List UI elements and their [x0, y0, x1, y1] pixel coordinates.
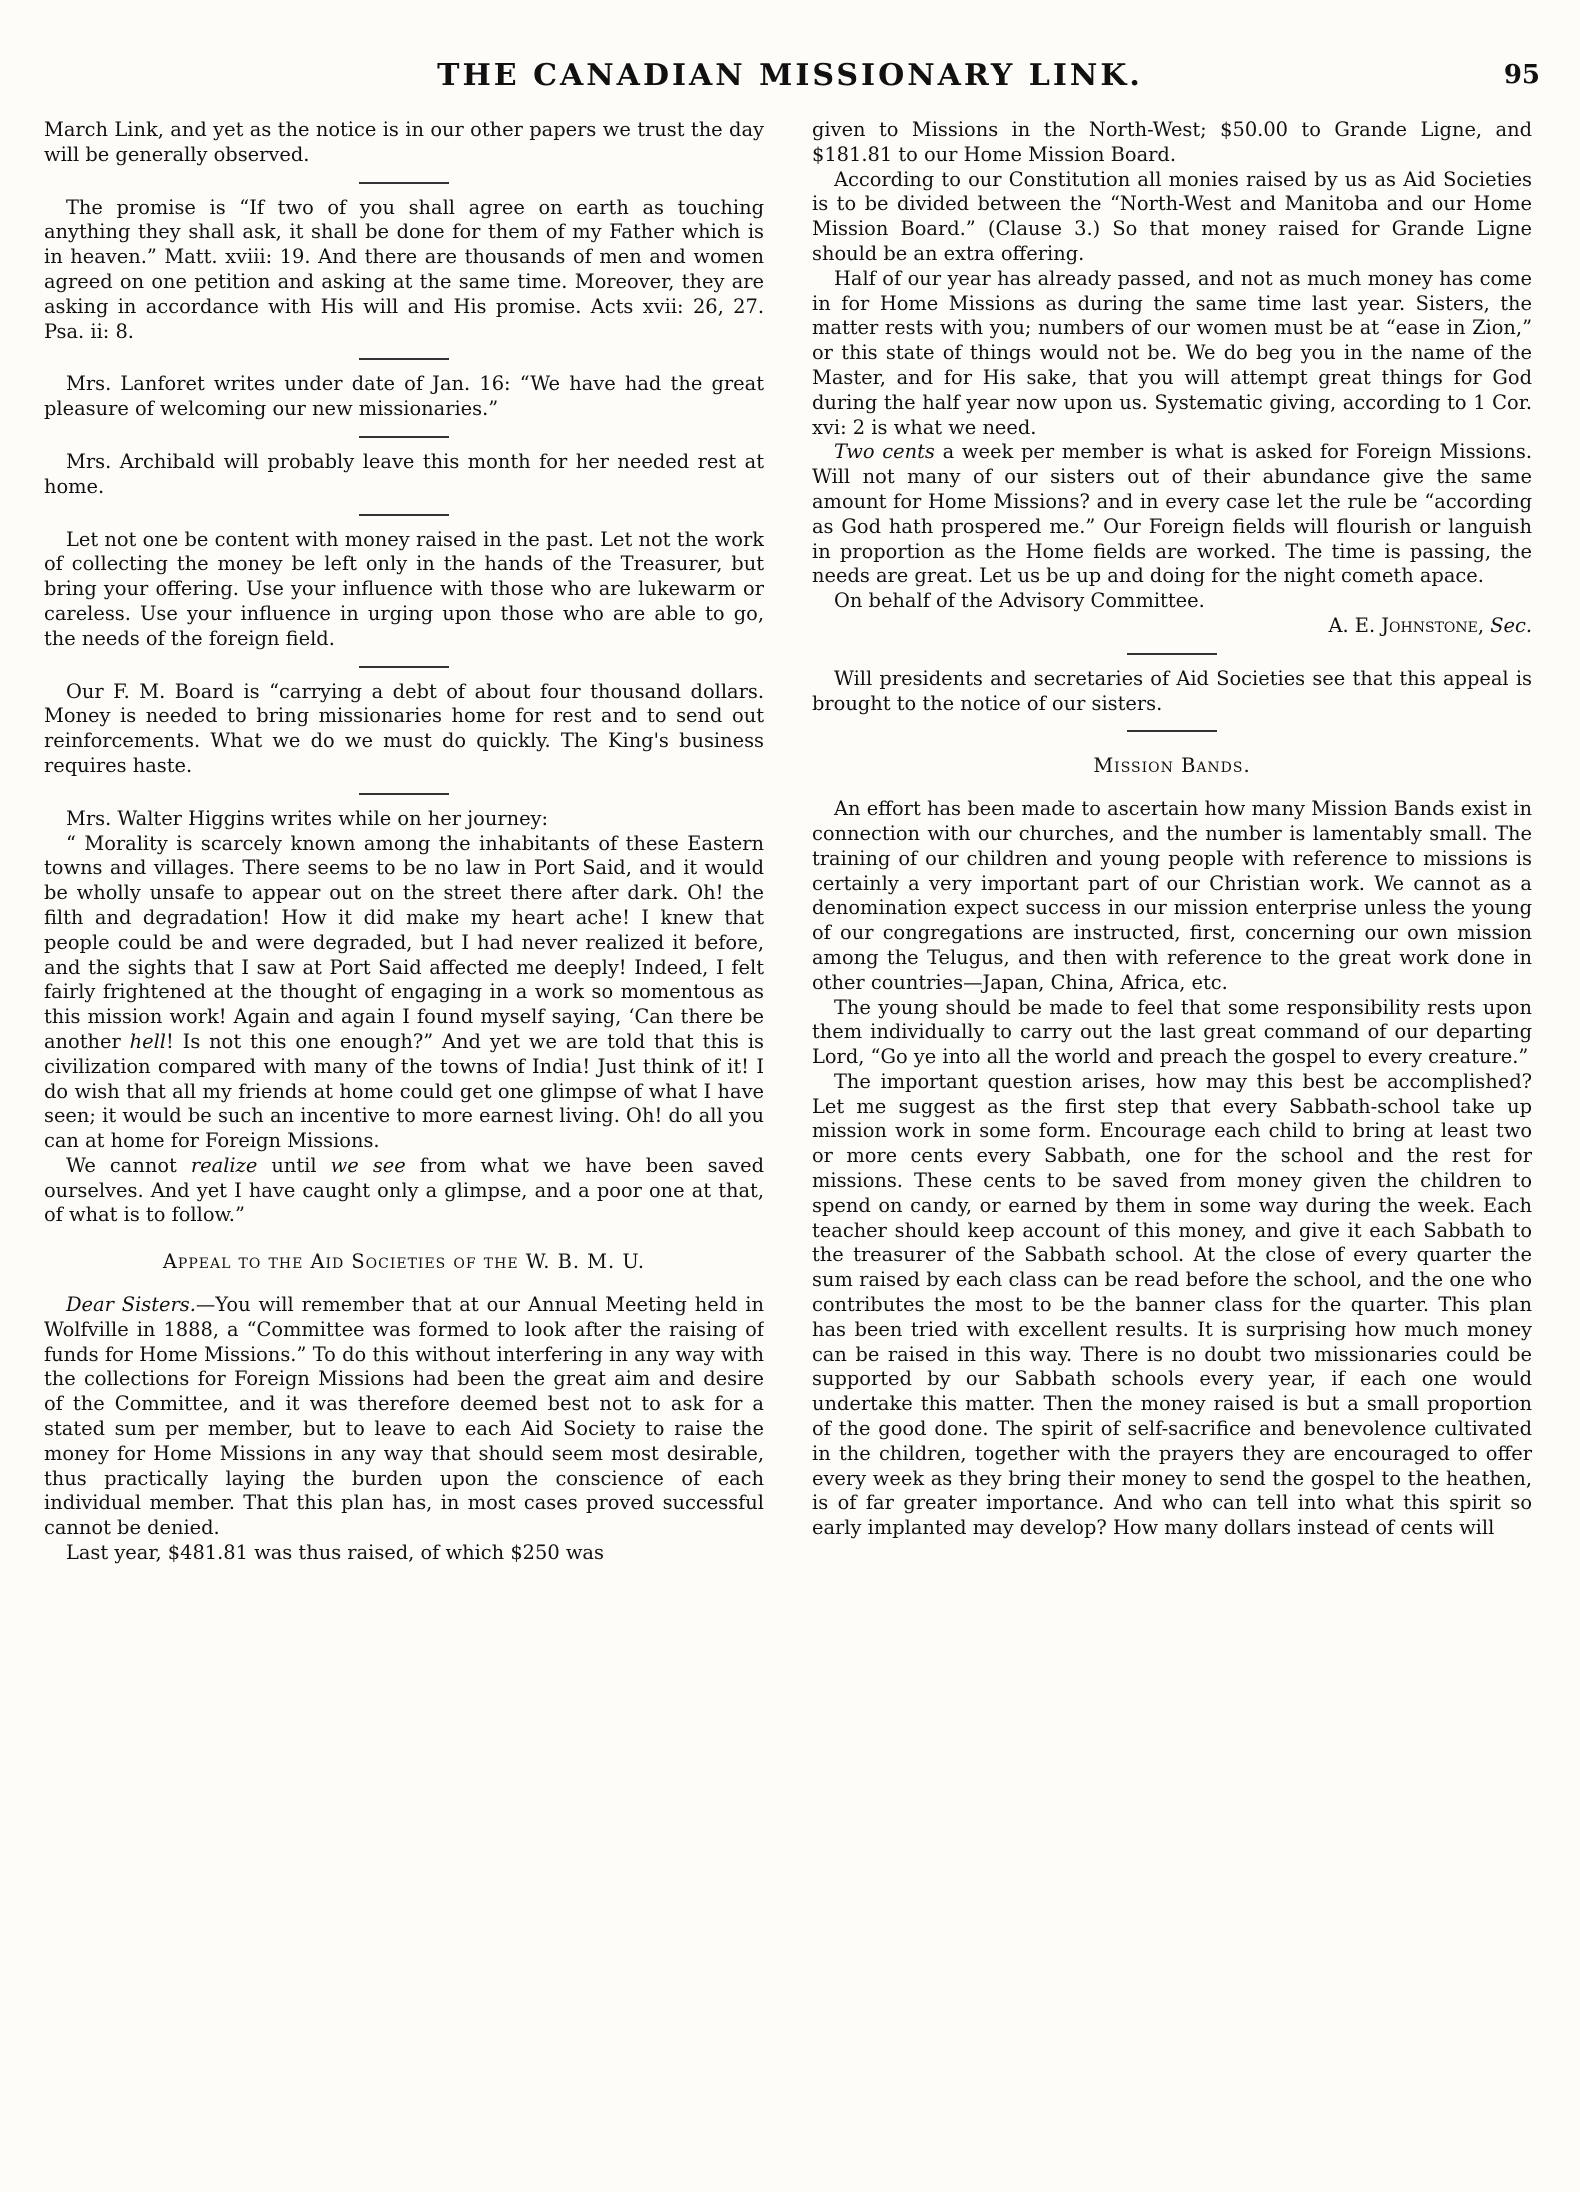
- paragraph: Our F. M. Board is “carrying a debt of about four thousand dollars. Money is needed to bring missionaries home for rest and to send out reinforcements. What we do we must do quickly. The King's business requires haste.: [44, 679, 764, 777]
- quoted-letter: “ Morality is scarcely known among the inhabitants of these Eastern towns and villages. There seems to be no law in Port Said, and it would be wholly unsafe to appear out on the street there after dark. Oh! the filth and degradation! How it did make my heart ache! I knew that people could be and were degraded, but I had never realized it before, and the sights that I saw at Port Said affected me deeply! Indeed, I felt fairly frightened at the thought of engaging in a work so momentous as this mission work! Again and again I found myself saying, ‘Can there be another hell! Is not this one enough?” And yet we are told that this is civilization compared with many of the towns of India! Just think of it! I do wish that all my friends at home could get one glimpse of what I have seen; it would be such an incentive to more earnest living. Oh! do all you can at home for Foreign Missions.: [44, 831, 764, 1153]
- paragraph: March Link, and yet as the notice is in our other papers we trust the day will be generally observed.: [44, 118, 764, 166]
- signature-name: A. E. Johnstone, Sec.: [1328, 613, 1532, 637]
- paragraph: The important question arises, how may this best be accomplished? Let me suggest as the first step that every Sabbath-school take up mission work in some form. Encourage each child to bring at least two or more cents every Sabbath, one for the school and the rest for missions. These cents to be saved from money given the children to spend on candy, or earned by them in some way during the week. Each teacher should keep account of this money, and give it each Sabbath to the treasurer of the Sabbath school. At the close of every quarter the sum raised by each class can be read before the school, and the one who contributes the most to be the banner class for the quarter. This plan has been tried with excellent results. It is surprising how much money can be raised in this way. There is no doubt two missionaries could be supported by our Sabbath schools every year, if each one would undertake this matter. Then the money raised is but a small proportion of the good done. The spirit of self-sacrifice and benevolence cultivated in the children, together with the prayers they are encouraged to offer every week as they bring their money to send the gospel to the heathen, is of far greater importance. And who can tell into what this spirit so early implanted may develop? How many dollars instead of cents will: [812, 1069, 1532, 1540]
- divider: [359, 436, 449, 438]
- paragraph: Will presidents and secretaries of Aid Societies see that this appeal is brought to the notice of our sisters.: [812, 666, 1532, 715]
- paragraph: Dear Sisters.—You will remember that at our Annual Meeting held in Wolfville in 1888, a “Committee was formed to look after the raising of funds for Home Missions.” To do this without interfering in any way with the collections for Foreign Missions had been the great aim and desire of the Committee, and it was therefore deemed best not to ask for a stated sum per member, but to leave to each Aid Society to raise the money for Home Missions in any way that should seem most desirable, thus practically laying the burden upon the conscience of each individual member. That this plan has, in most cases proved successful cannot be denied.: [44, 1293, 764, 1540]
- paragraph: An effort has been made to ascertain how many Mission Bands exist in connection with our churches, and the number is lamentably small. The training of our children and young people with reference to missions is certainly a very important part of our Christian work. We cannot as a denomination expect success in our mission enterprise unless the young of our congregations are instructed, first, concerning our own mission among the Telugus, and then with reference to the great work done in other countries—Japan, China, Africa, etc.: [812, 797, 1532, 994]
- page-header: [40, 58, 1540, 108]
- paragraph: given to Missions in the North-West; $50.00 to Grande Ligne, and $181.81 to our Home Mission Board.: [812, 118, 1532, 166]
- divider: [1127, 653, 1217, 655]
- section-heading: Appeal to the Aid Societies of the W. B. M. U.: [162, 1250, 646, 1274]
- paragraph: Two cents a week per member is what is asked for Foreign Missions. Will not many of our sisters out of their abundance give the same amount for Home Missions? and in every case let the rule be “according as God hath prospered me.” Our Foreign fields will flourish or languish in proportion as the Home fields are worked. The time is passing, the needs are great. Let us be up and doing for the night cometh apace.: [812, 440, 1532, 588]
- paragraph: Mrs. Walter Higgins writes while on her journey:: [66, 806, 549, 830]
- paragraph: According to our Constitution all monies raised by us as Aid Societies is to be divided between the “North-West and Manitoba and our Home Mission Board.” (Clause 3.) So that money raised for Grande Ligne should be an extra offering.: [812, 167, 1532, 265]
- right-column: [812, 118, 1532, 2138]
- left-column: [44, 118, 764, 2138]
- divider: [359, 358, 449, 360]
- divider: [359, 666, 449, 668]
- divider: [359, 514, 449, 516]
- paragraph: Half of our year has already passed, and not as much money has come in for Home Missions as during the same time last year. Sisters, the matter rests with you; numbers of our women must be at “ease in Zion,” or this state of things would not be. We do beg you in the name of the Master, and for His sake, that you will attempt great things for God during the half year now upon us. Systematic giving, according to 1 Cor. xvi: 2 is what we need.: [812, 266, 1532, 439]
- section-heading: Mission Bands.: [1093, 754, 1251, 778]
- paragraph: The promise is “If two of you shall agree on earth as touching anything they shall ask, it shall be done for them of my Father which is in heaven.” Matt. xviii: 19. And there are thousands of men and women agreed on one petition and asking at the same time. Moreover, they are asking in accordance with His will and His promise. Acts xvii: 26, 27. Psa. ii: 8.: [44, 195, 764, 343]
- paragraph: Mrs. Lanforet writes under date of Jan. 16: “We have had the great pleasure of welcoming our new missionaries.”: [44, 372, 764, 421]
- signature-line: On behalf of the Advisory Committee.: [834, 589, 1205, 613]
- divider: [359, 182, 449, 184]
- page-number: 95: [1503, 60, 1540, 90]
- paragraph: Mrs. Archibald will probably leave this month for her needed rest at home.: [44, 449, 764, 498]
- paragraph: We cannot realize until we see from what we have been saved ourselves. And yet I have caught only a glimpse, and a poor one at that, of what is to follow.”: [44, 1153, 764, 1227]
- paragraph: Let not one be content with money raised in the past. Let not the work of collecting the money be left only in the hands of the Treasurer, but bring your offering. Use your influence with those who are lukewarm or careless. Use your influence in urging upon those who are able to go, the needs of the foreign field.: [44, 527, 764, 650]
- publication-title: THE CANADIAN MISSIONARY LINK.: [437, 58, 1143, 93]
- divider: [359, 793, 449, 795]
- paragraph: The young should be made to feel that some responsibility rests upon them individually to carry out the last great command of our departing Lord, “Go ye into all the world and preach the gospel to every creature.”: [812, 995, 1532, 1069]
- paragraph: Last year, $481.81 was thus raised, of which $250 was: [66, 1541, 604, 1565]
- divider: [1127, 730, 1217, 732]
